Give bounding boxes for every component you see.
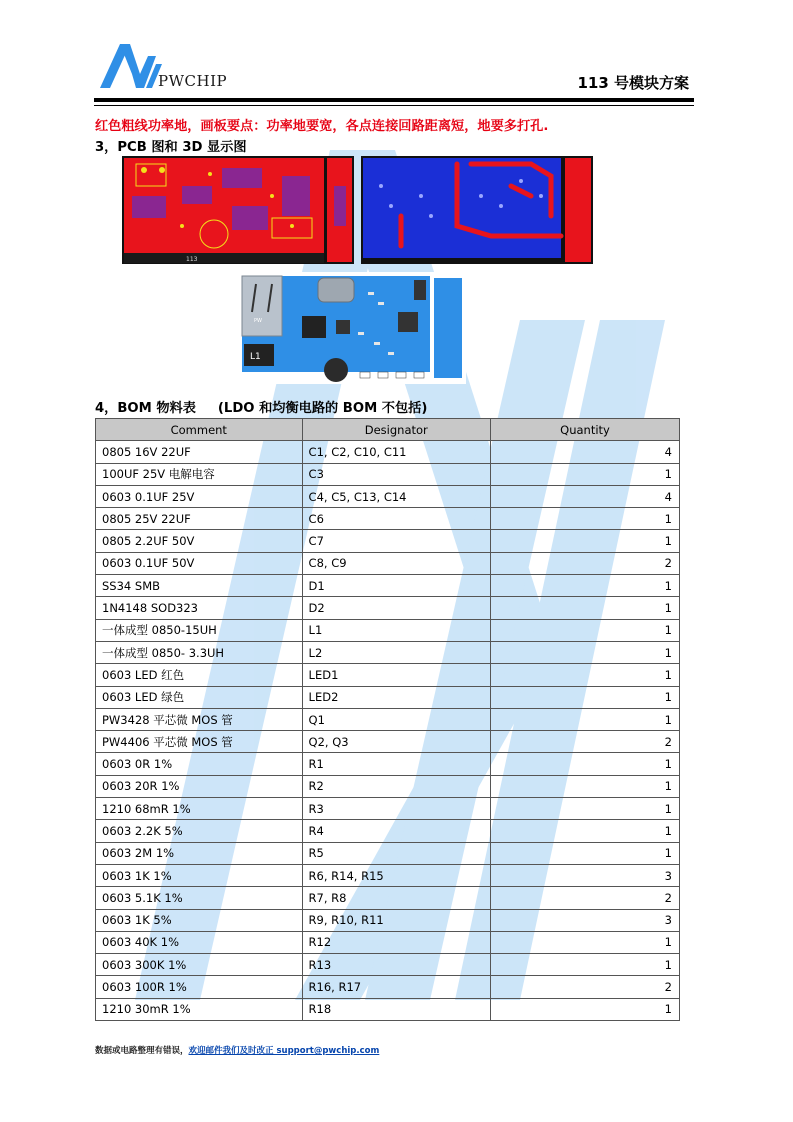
cell-quantity: 1 [490,686,679,708]
cell-quantity: 1 [490,597,679,619]
table-row [96,597,680,619]
table-row [96,508,680,530]
cell-comment: PW3428 平芯微 MOS 管 [96,708,303,730]
table-row [96,954,680,976]
cell-quantity: 1 [490,463,679,485]
table-row [96,485,680,507]
cell-quantity: 2 [490,552,679,574]
cell-designator: R6, R14, R15 [302,864,490,886]
section-4-heading [95,397,427,416]
table-row [96,441,680,463]
pcb-top-layer-image [122,156,354,264]
section-3-heading: 3，PCB 图和 3D 显示图 [95,140,247,155]
table-row [96,842,680,864]
table-row [96,530,680,552]
cell-quantity: 1 [490,508,679,530]
cell-designator: C6 [302,508,490,530]
cell-quantity: 2 [490,731,679,753]
table-row [96,463,680,485]
cell-designator: Q1 [302,708,490,730]
cell-quantity: 1 [490,753,679,775]
cell-designator: R2 [302,775,490,797]
cell-designator: L2 [302,641,490,663]
cell-quantity: 1 [490,575,679,597]
section-4-title: 4，BOM 物料表 [95,401,196,416]
cell-designator: R9, R10, R11 [302,909,490,931]
cell-comment: 0603 5.1K 1% [96,887,303,909]
bom-header-row [96,419,680,441]
cell-comment: 一体成型 0850-15UH [96,619,303,641]
cell-quantity: 1 [490,820,679,842]
cell-comment: 0603 20R 1% [96,775,303,797]
cell-designator: C1, C2, C10, C11 [302,441,490,463]
table-row [96,931,680,953]
cell-quantity: 4 [490,485,679,507]
cell-comment: 1N4148 SOD323 [96,597,303,619]
cell-designator: C7 [302,530,490,552]
table-row [96,552,680,574]
cell-designator: R16, R17 [302,976,490,998]
cell-comment: 0603 1K 1% [96,864,303,886]
cell-quantity: 2 [490,976,679,998]
section-4-subtitle: (LDO 和均衡电路的 BOM 不包括) [217,401,428,416]
cell-quantity: 1 [490,998,679,1020]
cell-comment: 0603 300K 1% [96,954,303,976]
table-row [96,887,680,909]
header-rule-thin [94,105,694,106]
layout-note: 红色粗线功率地，画板要点：功率地要宽，各点连接回路距离短，地要多打孔. [95,119,549,134]
pcb-inductor-label: L1 [250,352,261,362]
cell-comment: 0603 2.2K 5% [96,820,303,842]
footer-note [95,1044,379,1056]
cell-designator: R3 [302,798,490,820]
table-row [96,976,680,998]
cell-designator: R5 [302,842,490,864]
table-row [96,708,680,730]
cell-comment: 0805 16V 22UF [96,441,303,463]
cell-quantity: 1 [490,931,679,953]
cell-comment: 0805 2.2UF 50V [96,530,303,552]
table-row [96,998,680,1020]
cell-comment: 0603 0.1UF 50V [96,552,303,574]
cell-comment: PW4406 平芯微 MOS 管 [96,731,303,753]
bom-table [95,418,680,1021]
table-row [96,864,680,886]
cell-quantity: 1 [490,842,679,864]
footer-text: 数据或电路整理有错误， [95,1046,189,1056]
cell-quantity: 3 [490,864,679,886]
footer-email-link[interactable]: 欢迎邮件我们及时改正 support@pwchip.com [188,1046,380,1056]
table-row [96,798,680,820]
cell-comment: 0603 1K 5% [96,909,303,931]
cell-quantity: 1 [490,954,679,976]
cell-quantity: 1 [490,775,679,797]
table-row [96,641,680,663]
cell-quantity: 3 [490,909,679,931]
cell-comment: 1210 30mR 1% [96,998,303,1020]
cell-quantity: 1 [490,619,679,641]
bom-table-body [96,441,680,1021]
table-row [96,575,680,597]
table-row [96,753,680,775]
cell-comment: 0603 0R 1% [96,753,303,775]
table-row [96,775,680,797]
header-rule-thick [94,98,694,102]
cell-designator: LED2 [302,686,490,708]
pcb-port-label: PW [254,318,262,324]
pcb-3d-render-image [238,272,466,384]
cell-comment: 0603 0.1UF 25V [96,485,303,507]
cell-designator: C8, C9 [302,552,490,574]
document-title: 113 号模块方案 [577,74,689,92]
cell-comment: 0603 LED 绿色 [96,686,303,708]
cell-designator: R4 [302,820,490,842]
cell-comment: 1210 68mR 1% [96,798,303,820]
cell-designator: R12 [302,931,490,953]
cell-quantity: 4 [490,441,679,463]
cell-quantity: 2 [490,887,679,909]
cell-designator: D1 [302,575,490,597]
cell-designator: C4, C5, C13, C14 [302,485,490,507]
cell-designator: D2 [302,597,490,619]
cell-comment: 0603 2M 1% [96,842,303,864]
cell-comment: SS34 SMB [96,575,303,597]
table-row [96,664,680,686]
cell-comment: 100UF 25V 电解电容 [96,463,303,485]
cell-quantity: 1 [490,641,679,663]
cell-designator: L1 [302,619,490,641]
cell-quantity: 1 [490,798,679,820]
cell-designator: R7, R8 [302,887,490,909]
cell-designator: R1 [302,753,490,775]
table-row [96,686,680,708]
cell-quantity: 1 [490,530,679,552]
table-row [96,731,680,753]
table-row [96,619,680,641]
brand-name: PWCHIP [158,72,228,90]
table-row [96,909,680,931]
cell-designator: R13 [302,954,490,976]
table-row [96,820,680,842]
cell-quantity: 1 [490,664,679,686]
cell-comment: 0805 25V 22UF [96,508,303,530]
cell-designator: Q2, Q3 [302,731,490,753]
cell-comment: 0603 100R 1% [96,976,303,998]
cell-comment: 0603 LED 红色 [96,664,303,686]
cell-quantity: 1 [490,708,679,730]
cell-designator: R18 [302,998,490,1020]
cell-designator: LED1 [302,664,490,686]
cell-designator: C3 [302,463,490,485]
column-header-quantity: Quantity [490,419,679,441]
cell-comment: 0603 40K 1% [96,931,303,953]
cell-comment: 一体成型 0850- 3.3UH [96,641,303,663]
pcb-bottom-layer-image [361,156,593,264]
column-header-comment: Comment [96,419,303,441]
pcb-board-number: 113 [186,256,198,263]
column-header-designator: Designator [302,419,490,441]
